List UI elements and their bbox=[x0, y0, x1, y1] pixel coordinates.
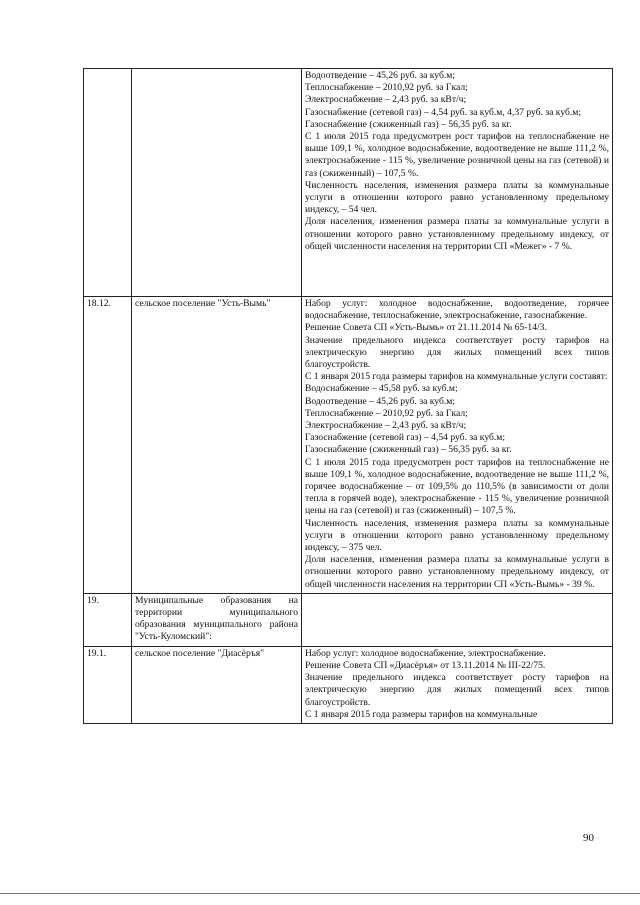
municipality-name-cell bbox=[132, 69, 302, 297]
details-cell bbox=[302, 646, 613, 723]
detail-line: Газоснабжение (сжиженный газ) – 56,35 руб. за кг. bbox=[305, 444, 512, 456]
footer-rule bbox=[0, 893, 640, 894]
detail-line: Газоснабжение (сетевой газ) – 4,54 руб. за куб.м, 4,37 руб. за куб.м; bbox=[305, 106, 582, 118]
municipality-name-cell: сельское поселение "Усть-Вымь" bbox=[132, 297, 302, 594]
detail-line: Теплоснабжение – 2010,92 руб. за Гкал; bbox=[305, 407, 468, 419]
row-number-cell: 19.1. bbox=[84, 646, 132, 723]
table-row bbox=[84, 297, 613, 594]
table-row bbox=[84, 646, 613, 723]
detail-line: Газоснабжение (сетевой газ) – 4,54 руб. за куб.м; bbox=[305, 432, 506, 444]
detail-line: С 1 января 2015 года размеры тарифов на коммунальные bbox=[305, 708, 538, 720]
detail-line: Численность населения, изменения размера платы за коммунальные услуги в отношении которого равно установленному предельному индексу, – 375 чел. bbox=[305, 517, 609, 554]
table-row bbox=[84, 69, 613, 297]
municipality-name-cell: сельское поселение "Диасёръя" bbox=[132, 646, 302, 723]
detail-line: Водоотведение – 45,26 руб. за куб.м; bbox=[305, 395, 455, 407]
detail-line: Теплоснабжение – 2010,92 руб. за Гкал; bbox=[305, 82, 468, 94]
detail-line: Водоотведение – 45,26 руб. за куб.м; bbox=[305, 70, 455, 81]
row-number-cell: 19. bbox=[84, 593, 132, 646]
detail-line: Значение предельного индекса соответствует росту тарифов на электрическую энергию для жилых помещений всех типов благоустройств. bbox=[305, 334, 609, 371]
detail-line: Газоснабжение (сжиженный газ) – 56,35 руб. за кг. bbox=[305, 118, 512, 130]
detail-line: Значение предельного индекса соответствует росту тарифов на электрическую энергию для жилых помещений всех типов благоустройств. bbox=[305, 672, 609, 708]
detail-line: Решение Совета СП «Диасёръя» от 13.11.2014 № III-22/75. bbox=[305, 659, 546, 671]
details-cell bbox=[302, 593, 613, 646]
details-cell bbox=[302, 297, 613, 594]
row-number-cell bbox=[84, 69, 132, 297]
detail-line: Электроснабжение – 2,43 руб. за кВт/ч; bbox=[305, 94, 467, 106]
detail-line: Доля населения, изменения размера платы за коммунальные услуги в отношении которого равно установленному предельному индексу, от общей численности населения на территории СП «Межег» - 7 %. bbox=[305, 216, 609, 252]
detail-line: Решение Совета СП «Усть-Вымь» от 21.11.2014 № 65-14/3. bbox=[305, 322, 547, 334]
table-row bbox=[84, 593, 613, 646]
detail-line: Численность населения, изменения размера платы за коммунальные услуги в отношении которого равно установленному предельному индексу, – 54 чел. bbox=[305, 179, 609, 216]
detail-line: Водоснабжение – 45,58 руб. за куб.м; bbox=[305, 383, 458, 395]
detail-line: Набор услуг: холодное водоснабжение, электроснабжение. bbox=[305, 647, 546, 659]
detail-line: Электроснабжение – 2,43 руб. за кВт/ч; bbox=[305, 420, 467, 432]
row-number-cell: 18.12. bbox=[84, 297, 132, 594]
tariff-table bbox=[83, 68, 613, 724]
page-number: 90 bbox=[583, 832, 594, 844]
detail-line: С 1 января 2015 года размеры тарифов на коммунальные услуги составят: bbox=[305, 371, 608, 383]
details-cell bbox=[302, 69, 613, 297]
detail-line: С 1 июля 2015 года предусмотрен рост тарифов на теплоснабжение не выше 109,1 %, холодное водоснабжение, водоотведение не выше 111,2 %, горячее водоснабжение – от 109,5% до 110,5% (в зависимости от доли тепла в горячей воде), электроснабжение - 115 %, увеличение розничной цены на газ (сетевой) и газ (сжиженный) – 107,5 %. bbox=[305, 456, 609, 517]
municipality-name-cell: Муниципальные образования на территории муниципального образования муниципального района "Усть-Куломский": bbox=[132, 593, 302, 646]
detail-line: С 1 июля 2015 года предусмотрен рост тарифов на теплоснабжение не выше 109,1 %, холодное водоснабжение, водоотведение не выше 111,2 %, электроснабжение - 115 %, увеличение розничной цены на газ (сетевой) и газ (сжиженный) – 107,5 %. bbox=[305, 131, 609, 179]
detail-line: Набор услуг: холодное водоснабжение, водоотведение, горячее водоснабжение, теплоснабжение, электроснабжение, газоснабжение. bbox=[305, 298, 609, 322]
detail-line: Доля населения, изменения размера платы за коммунальные услуги в отношении которого равно установленному предельному индексу, от общей численности населения на территории СП «Усть-Вымь» - 39 %. bbox=[305, 554, 609, 590]
